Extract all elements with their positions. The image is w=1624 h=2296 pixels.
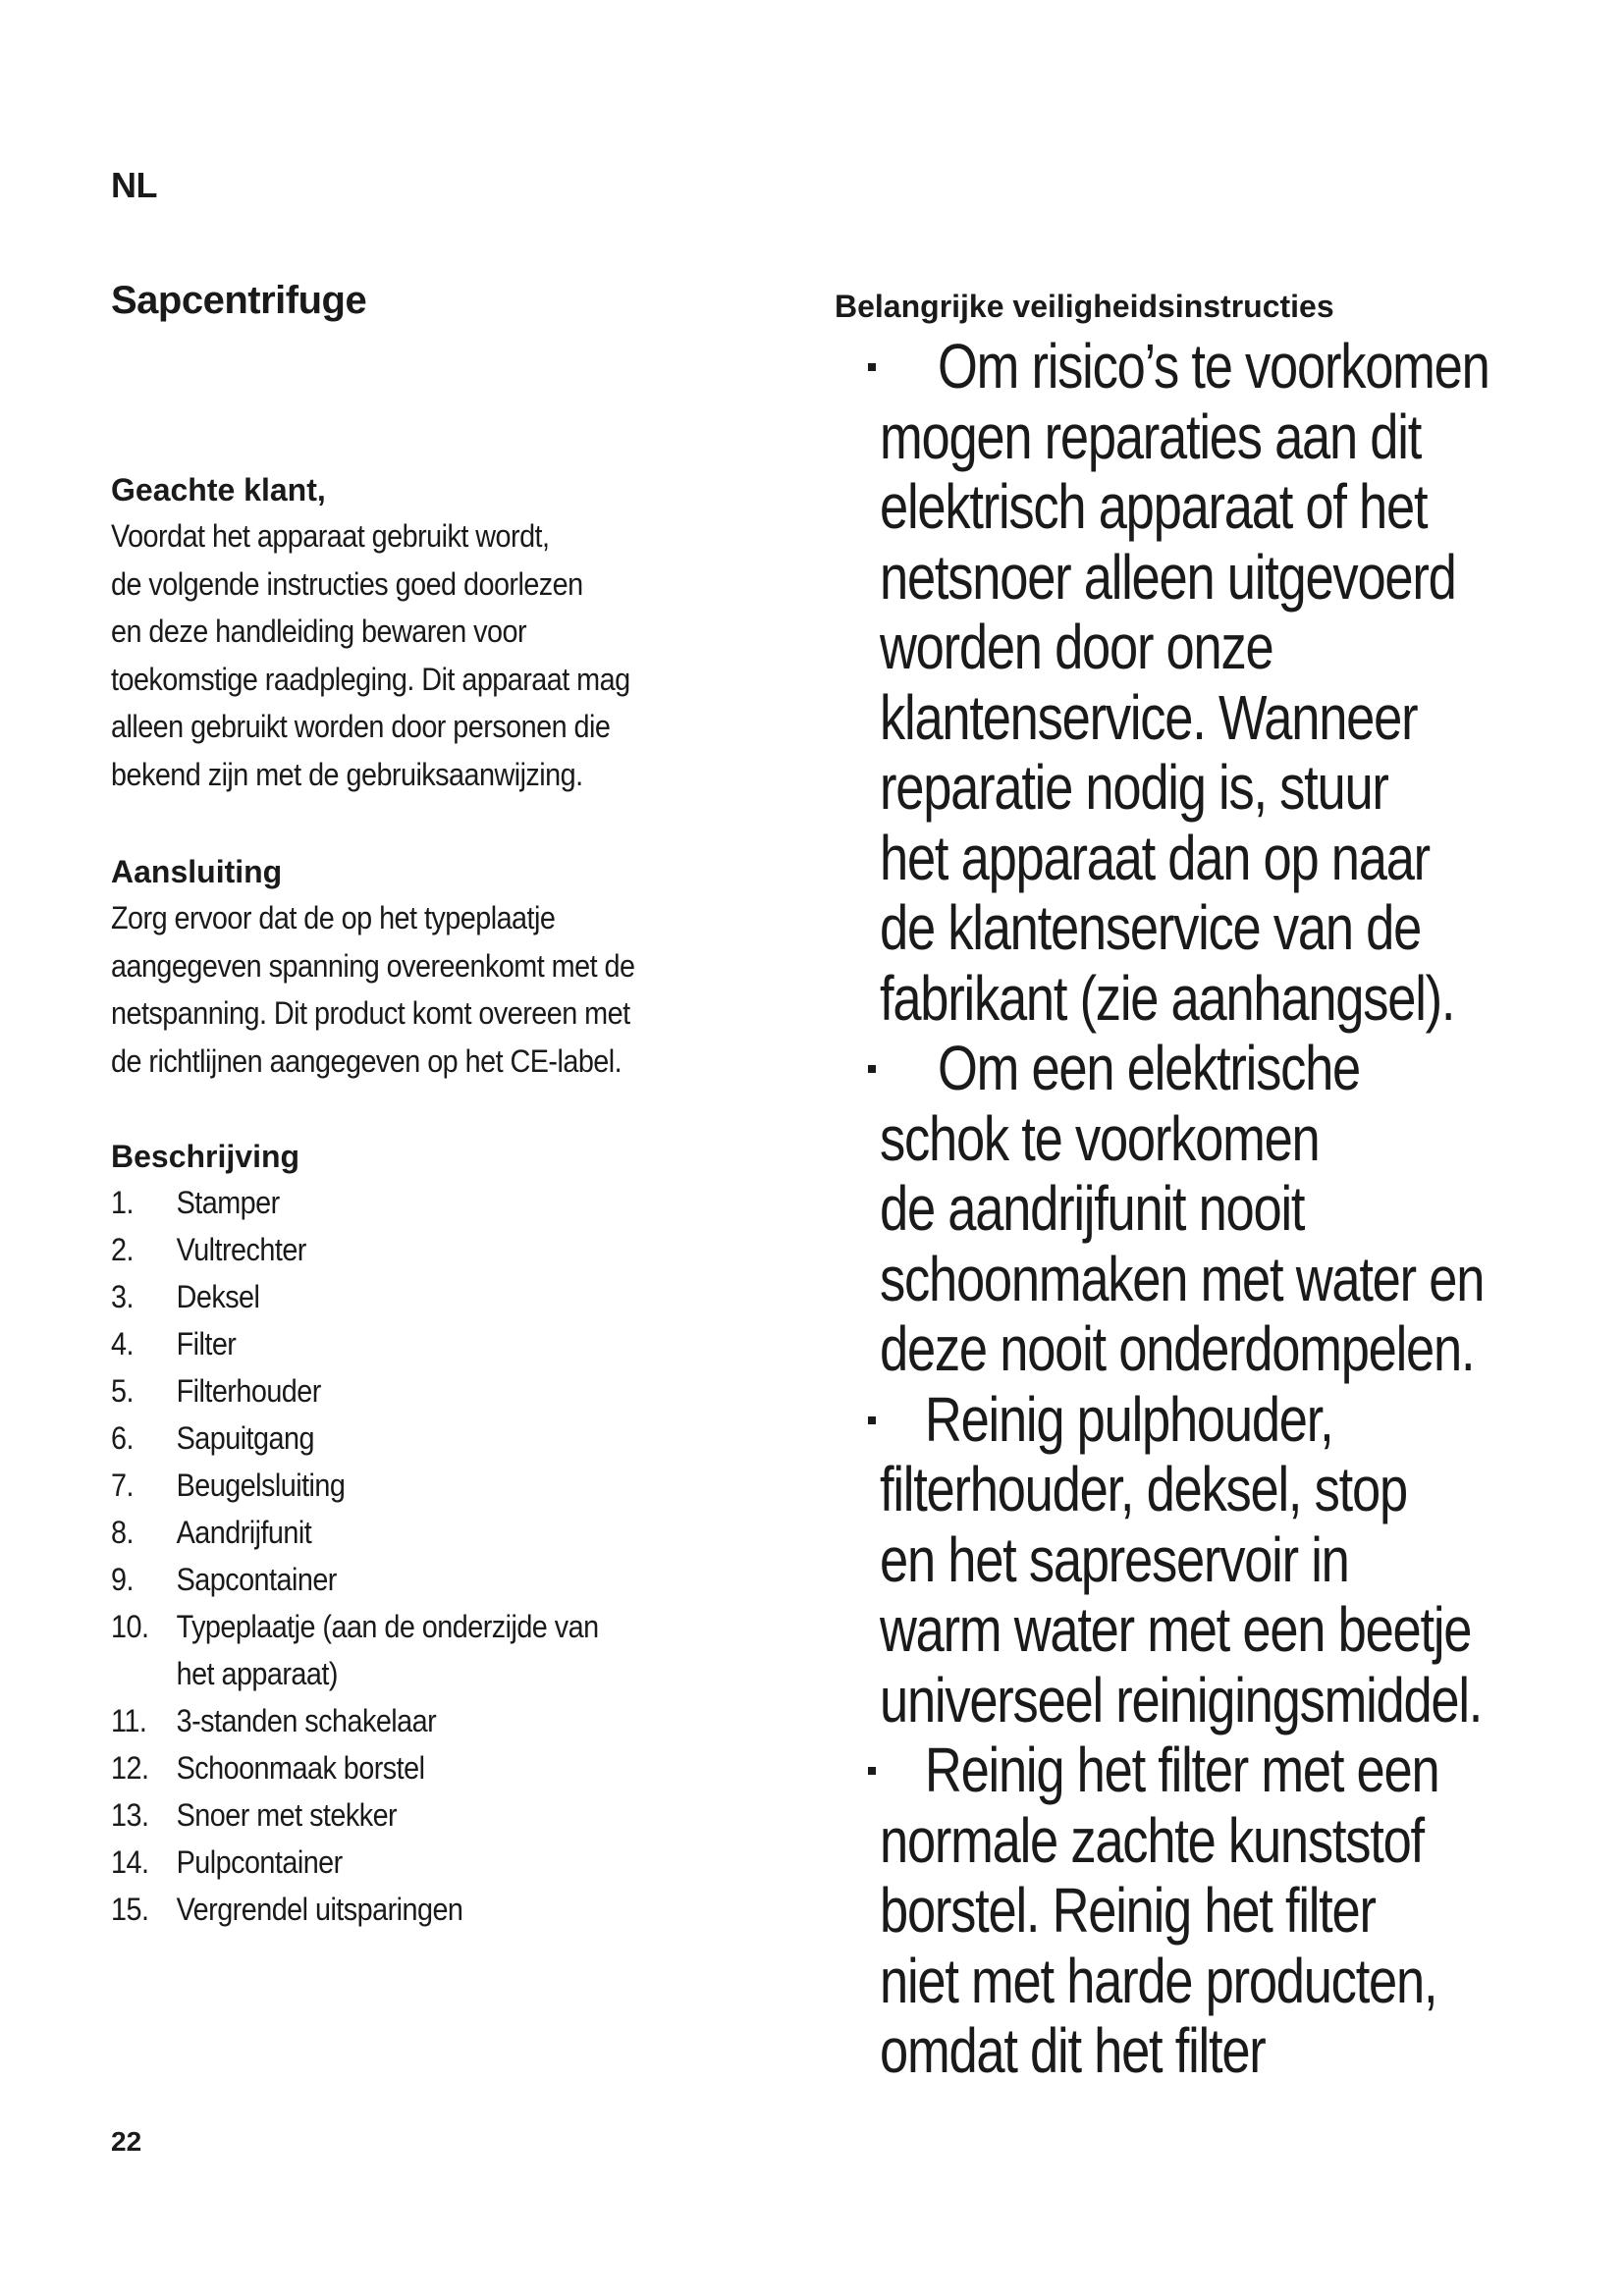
- list-item: 15. Vergrendel uitsparingen: [111, 1892, 463, 1927]
- parts-list: [111, 1179, 818, 1933]
- list-item: 7. Beugelsluiting: [111, 1468, 346, 1503]
- left-column: [111, 279, 818, 1933]
- page-number: 22: [111, 2126, 142, 2157]
- list-item: 8. Aandrijfunit: [111, 1515, 312, 1550]
- greeting-line: en deze handleiding bewaren voor: [111, 614, 527, 649]
- connection-line: aangegeven spanning overeenkomt met de: [111, 947, 635, 984]
- greeting-line: bekend zijn met de gebruiksaanwijzing.: [111, 756, 583, 792]
- list-item: 13. Snoer met stekker: [111, 1797, 398, 1833]
- safety-bullet: Om risico’s te voorkomen mogen reparaties aan dit elektrisch apparaat of het netsnoer alleen uitgevoerd worden door onze klantenservice. Wanneer reparatie nodig is, stuur het apparaat dan op naar de klantenservice van de fabrikant (zie aanhangsel).: [835, 332, 1542, 1034]
- greeting-line: toekomstige raadpleging. Dit apparaat mag: [111, 661, 630, 697]
- list-item: 11. 3-standen schakelaar: [111, 1703, 437, 1738]
- connection-heading: Aansluiting: [111, 854, 283, 889]
- list-item: 14. Pulpcontainer: [111, 1844, 343, 1880]
- safety-bullet: Reinig pulphouder, filterhouder, deksel, stop en het sapreservoir in warm water met een beetje universeel reinigingsmiddel.: [835, 1385, 1542, 1736]
- description-section: [111, 1134, 818, 1933]
- safety-heading: Belangrijke veiligheidsinstructies: [835, 289, 1334, 324]
- list-item: het apparaat): [176, 1656, 338, 1691]
- greeting-line: Voordat het apparaat gebruikt wordt,: [111, 518, 550, 554]
- safety-bullet: Reinig het filter met een normale zachte kunststof borstel. Reinig het filter niet met harde producten, omdat dit het filter: [835, 1735, 1542, 2087]
- list-item: 9. Sapcontainer: [111, 1562, 337, 1597]
- bullet-icon: [868, 1065, 876, 1073]
- connection-line: netspanning. Dit product komt overeen met: [111, 995, 630, 1031]
- bullet-icon: [868, 363, 876, 371]
- bullet-icon: [868, 1767, 876, 1775]
- page-title: Sapcentrifuge: [111, 279, 367, 322]
- greeting-heading: Geachte klant,: [111, 472, 326, 507]
- list-item: 2. Vultrechter: [111, 1232, 306, 1267]
- list-item: 5. Filterhouder: [111, 1373, 321, 1409]
- language-code: NL: [111, 165, 157, 205]
- list-item: 6. Sapuitgang: [111, 1420, 314, 1456]
- right-column: [835, 287, 1542, 2087]
- connection-section: [111, 849, 818, 1085]
- greeting-line: de volgende instructies goed doorlezen: [111, 565, 583, 602]
- greeting-section: [111, 467, 818, 798]
- safety-bullet: Om een elektrische schok te voorkomen de aandrijfunit nooit schoonmaken met water en deze nooit onderdompelen.: [835, 1034, 1542, 1385]
- connection-line: Zorg ervoor dat de op het typeplaatje: [111, 900, 556, 935]
- list-item: 3. Deksel: [111, 1279, 260, 1314]
- safety-list: [835, 332, 1542, 2087]
- description-heading: Beschrijving: [111, 1139, 300, 1174]
- bullet-icon: [868, 1416, 876, 1424]
- greeting-line: alleen gebruikt worden door personen die: [111, 709, 611, 744]
- list-item: 1. Stamper: [111, 1185, 280, 1220]
- list-item: 12. Schoonmaak borstel: [111, 1750, 425, 1786]
- list-item: 10. Typeplaatje (aan de onderzijde van: [111, 1609, 599, 1644]
- list-item: 4. Filter: [111, 1326, 237, 1362]
- connection-line: de richtlijnen aangegeven op het CE-label.: [111, 1042, 623, 1079]
